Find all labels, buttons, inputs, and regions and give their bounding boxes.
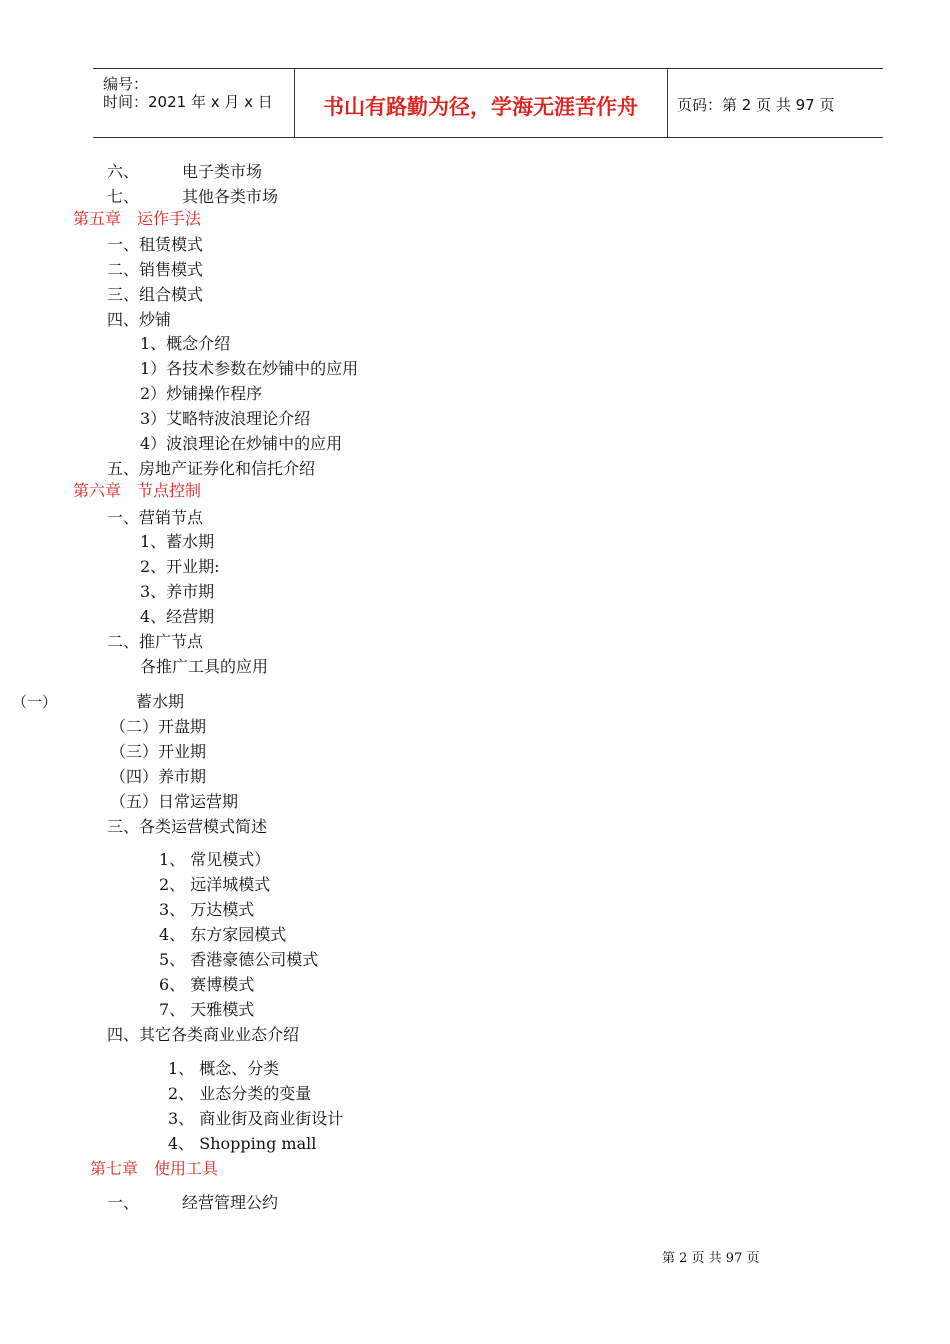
toc-subitem: 5、 香港豪德公司模式 xyxy=(159,950,319,969)
header-motto: 书山有路勤为径，学海无涯苦作舟 xyxy=(323,95,638,119)
toc-subitem: 1、概念介绍 xyxy=(140,334,231,353)
toc-subitem: 1、蓄水期 xyxy=(140,532,215,551)
chapter-heading: 第七章 使用工具 xyxy=(90,1159,219,1178)
toc-subitem: 1、 概念、分类 xyxy=(168,1059,280,1078)
toc-item-number: 七、 xyxy=(107,187,140,206)
toc-subitem: 蓄水期 xyxy=(136,692,185,711)
toc-item-number: 六、 xyxy=(107,162,140,181)
header-info-cell xyxy=(93,69,295,137)
toc-subitem: （三）开业期 xyxy=(110,742,207,761)
toc-item xyxy=(107,1193,278,1213)
toc-subitem: 4、 Shopping mall xyxy=(168,1134,317,1153)
toc-subitem: 3、 商业街及商业街设计 xyxy=(168,1109,344,1128)
toc-item-number: （一） xyxy=(12,693,58,711)
toc-subitem: 1）各技术参数在炒铺中的应用 xyxy=(140,359,359,378)
toc-subitem: 3、养市期 xyxy=(140,582,215,601)
toc-item: 三、组合模式 xyxy=(107,285,204,304)
toc-subitem: 3、 万达模式 xyxy=(159,900,255,919)
toc-subitem: 1、 常见模式） xyxy=(159,850,271,869)
toc-subitem: 7、 天雅模式 xyxy=(159,1000,255,1019)
header-page-label: 页码：第 2 页 共 97 页 xyxy=(677,96,835,114)
header-page-cell xyxy=(668,69,883,137)
toc-item-text: 电子类市场 xyxy=(182,162,263,181)
toc-item: 二、销售模式 xyxy=(107,260,204,279)
document-time-label: 时间：2021 年 x 月 x 日 xyxy=(103,93,273,111)
toc-item: 一、营销节点 xyxy=(107,508,204,527)
toc-item: 二、推广节点 xyxy=(107,632,204,651)
toc-subitem: 3）艾略特波浪理论介绍 xyxy=(140,409,311,428)
toc-subitem: 6、 赛博模式 xyxy=(159,975,255,994)
toc-item: 三、各类运营模式简述 xyxy=(107,817,268,836)
toc-item: 五、房地产证券化和信托介绍 xyxy=(107,459,316,478)
toc-subitem: 2、 业态分类的变量 xyxy=(168,1084,312,1103)
toc-subitem: 4）波浪理论在炒铺中的应用 xyxy=(140,434,343,453)
toc-item-text: 其他各类市场 xyxy=(182,187,279,206)
toc-item-number: 一、 xyxy=(107,1193,140,1212)
toc-subitem: 4、经营期 xyxy=(140,607,215,626)
page-footer: 第 2 页 共 97 页 xyxy=(662,1251,760,1266)
toc-subitem: （五）日常运营期 xyxy=(110,792,239,811)
page-header xyxy=(93,68,883,138)
toc-item xyxy=(107,162,262,182)
toc-item xyxy=(107,187,278,207)
toc-subitem: 各推广工具的应用 xyxy=(140,657,269,676)
toc-subitem: （二）开盘期 xyxy=(110,717,207,736)
toc-item: 四、其它各类商业业态介绍 xyxy=(107,1025,300,1044)
chapter-heading: 第五章 运作手法 xyxy=(73,209,202,228)
toc-subitem: 2、开业期: xyxy=(140,557,220,576)
toc-subitem: 4、 东方家园模式 xyxy=(159,925,287,944)
header-motto-cell xyxy=(294,69,668,137)
chapter-heading: 第六章 节点控制 xyxy=(73,481,202,500)
toc-subitem: （四）养市期 xyxy=(110,767,207,786)
toc-item: 一、租赁模式 xyxy=(107,235,204,254)
toc-item-text: 经营管理公约 xyxy=(182,1193,279,1212)
document-number-label: 编号： xyxy=(103,75,149,93)
toc-subitem: 2）炒铺操作程序 xyxy=(140,384,263,403)
toc-subitem: 2、 远洋城模式 xyxy=(159,875,271,894)
toc-item: 四、炒铺 xyxy=(107,310,172,329)
